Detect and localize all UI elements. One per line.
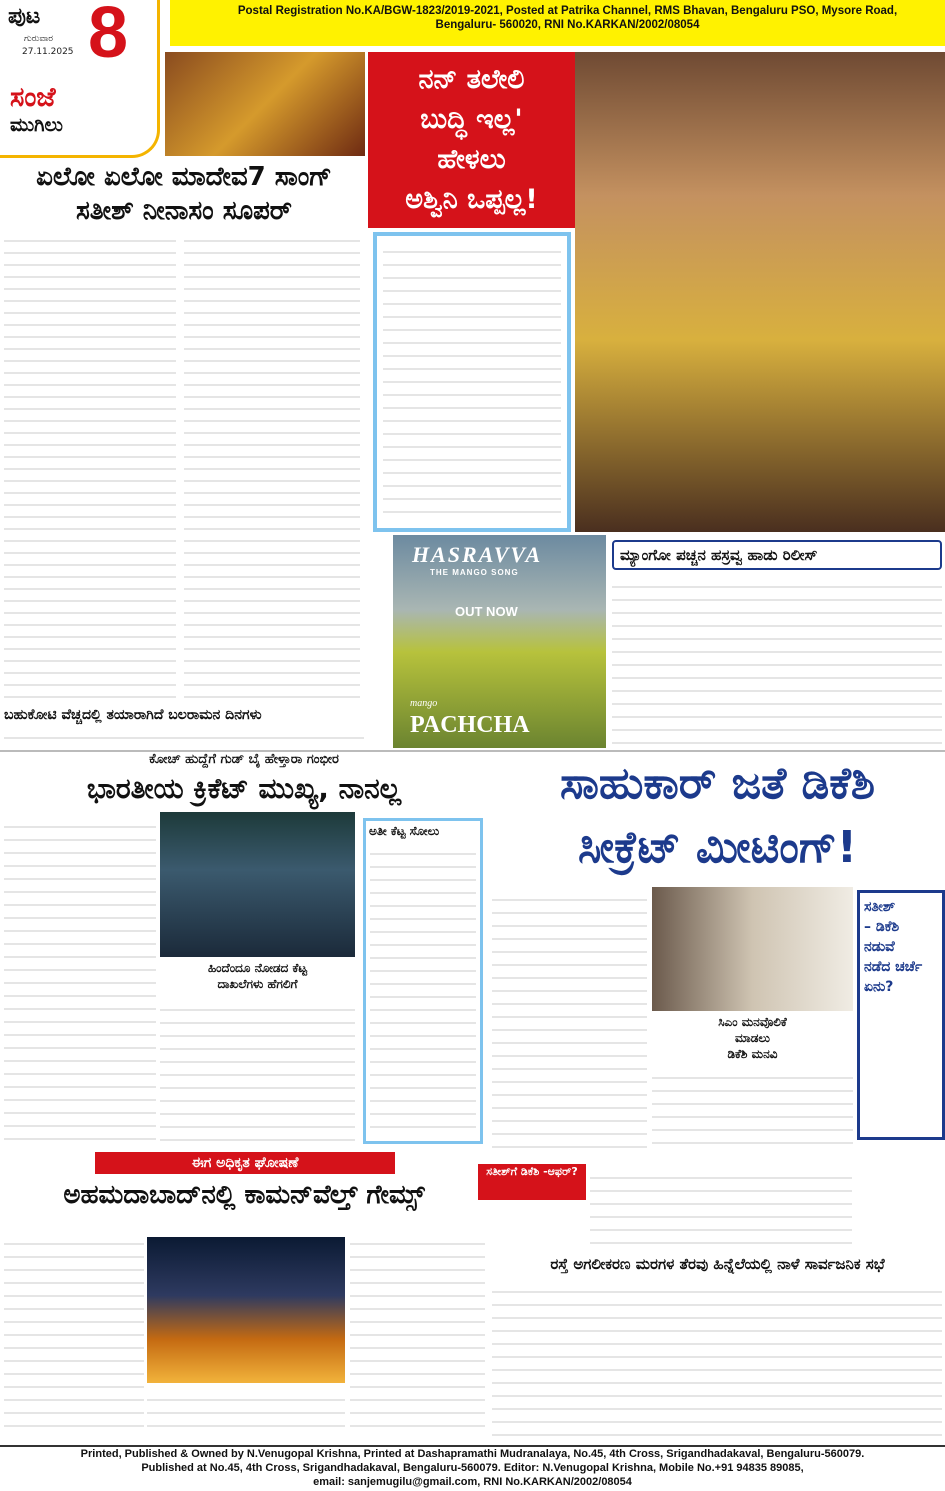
- date: 27.11.2025: [22, 47, 74, 57]
- ashwini-story-box: [373, 232, 571, 532]
- poster-pachcha: PACHCHA: [410, 712, 530, 738]
- ashwini-photo: [575, 52, 945, 532]
- paper-name-1: ಸಂಜೆ: [10, 82, 56, 113]
- cwg-text-2: [147, 1388, 345, 1438]
- poster-title: HASRAVVA: [412, 542, 543, 567]
- red-headline-line2: ಬುದ್ಧಿ ಇಲ್ಲ': [420, 104, 523, 135]
- cricket-kicker: ಕೋಚ್ ಹುದ್ದೆಗೆ ಗುಡ್ ಬೈ ಹೇಳ್ತಾರಾ ಗಂಭೀರ: [149, 752, 339, 767]
- footer-line3: email: sanjemugilu@gmail.com, RNI No.KARKAN/2002/08054: [313, 1476, 632, 1488]
- imprint-footer: [0, 1445, 945, 1491]
- hasravva-headline: ಮ್ಯಾಂಗೋ ಪಚ್ಚನ ಹಸ್ರವ್ವ ಹಾಡು ರಿಲೀಸ್: [612, 540, 942, 570]
- red-headline-line4: ಅಶ್ವಿನಿ ಒಪ್ಪಲ್ಲ!: [405, 184, 538, 215]
- dk-headline-line1: ಸಾಹುಕಾರ್ ಜತೆ ಡಿಕೆಶಿ: [560, 758, 875, 809]
- dk-satish-photo: [652, 887, 853, 1011]
- road-text: [492, 1280, 942, 1438]
- poster-mango: mango: [410, 698, 438, 709]
- story2-text: [4, 727, 364, 747]
- dk-caption-1: ಸಿಎಂ ಮನವೊಲಿಕೆ: [718, 1015, 787, 1029]
- ashwini-headline-box: [368, 52, 575, 228]
- dk-text-2: [652, 1066, 853, 1146]
- cwg-label: ಈಗ ಅಧಿಕೃತ ಘೋಷಣೆ: [95, 1152, 395, 1174]
- footer-line1: Printed, Published & Owned by N.Venugopal Krishna, Printed at Dashapramathi Mudranalaya, No.45, 4th Cross, Srigandhadakaval, Bengaluru-560079.: [80, 1448, 865, 1460]
- postal-registration: [200, 4, 935, 32]
- side-l2: – ಡಿಕೆಶಿ: [864, 919, 900, 935]
- cwg-headline: ಅಹಮದಾಬಾದ್‌ನಲ್ಲಿ ಕಾಮನ್‌ವೆಲ್ತ್ ಗೇಮ್ಸ್: [63, 1180, 425, 1210]
- dk-text-1: [492, 888, 647, 1153]
- story1-column-1: [4, 230, 176, 700]
- cricket-box-title: ಅತೀ ಕೆಟ್ಟ ಸೋಲು: [369, 824, 440, 838]
- road-headline: ರಸ್ತೆ ಅಗಲೀಕರಣ ಮರಗಳ ತೆರವು ಹಿನ್ನೆಲೆಯಲ್ಲಿ ನಾಳೆ ಸಾರ್ವಜನಿಕ ಸಭೆ: [550, 1255, 885, 1273]
- cricket-headline: ಭಾರತೀಯ ಕ್ರಿಕೆಟ್ ಮುಖ್ಯ, ನಾನಲ್ಲ: [86, 772, 402, 805]
- cricket-text-2: [160, 998, 355, 1144]
- registration-line-1: Postal Registration No.KA/BGW-1823/2019-2021, Posted at Patrika Channel, RMS Bhavan, Bengaluru PSO, Mysore Road,: [237, 5, 898, 17]
- gambhir-caption: [160, 960, 355, 992]
- offer-label: ಸತೀಶ್‌ಗೆ ಡಿಕೆಶಿ -ಆಫರ್?: [478, 1164, 586, 1200]
- cricket-box: [363, 818, 483, 1144]
- story1-headline-line2: ಸತೀಶ್ ನೀನಾಸಂ ಸೂಪರ್: [76, 196, 292, 226]
- dk-caption-3: ಡಿಕೆಶಿ ಮನವಿ: [727, 1047, 778, 1061]
- red-headline-line3: ಹೇಳಲು: [437, 144, 506, 175]
- stadium-photo: [147, 1237, 345, 1383]
- page-label: ಪುಟ: [8, 4, 41, 29]
- poster-out-now: OUT NOW: [455, 604, 518, 619]
- side-l4: ನಡೆದ ಚರ್ಚೆ: [864, 959, 923, 975]
- page-number: 8: [88, 0, 129, 73]
- footer-line2: Published at No.45, 4th Cross, Srigandhadakaval, Bengaluru-560079. Editor: N.Venugopal Krishna, Mobile No.+91 94835 89085,: [141, 1462, 804, 1474]
- side-l5: ಏನು?: [864, 979, 894, 995]
- paper-name-2: ಮುಗಿಲು: [10, 114, 63, 136]
- day: ಗುರುವಾರ: [24, 34, 54, 44]
- dk-side-box: [857, 890, 945, 1140]
- movie-still-photo: [165, 52, 365, 156]
- ashwini-story-text: [383, 240, 561, 524]
- cwg-text-3: [350, 1232, 485, 1437]
- side-l1: ಸತೀಶ್: [864, 899, 896, 915]
- red-headline-line1: ನನ್ ತಲೇಲಿ: [418, 64, 525, 95]
- story1-headline-line1: ಏಲೋ ಏಲೋ ಮಾದೇವ7 ಸಾಂಗ್: [36, 162, 332, 192]
- dk-caption: [652, 1014, 853, 1062]
- caption-line1: ಹಿಂದೆಂದೂ ನೋಡದ ಕೆಟ್ಟ: [207, 961, 308, 975]
- registration-line-2: Bengaluru- 560020, RNI No.KARKAN/2002/08054: [435, 19, 700, 31]
- cwg-text-1: [4, 1232, 144, 1437]
- cricket-text-1: [4, 815, 156, 1145]
- story1-column-2: [184, 230, 360, 700]
- gambhir-photo: [160, 812, 355, 957]
- cricket-box-text: [370, 842, 476, 1132]
- dk-caption-2: ಮಾಡಲು: [735, 1031, 770, 1045]
- side-title: [860, 893, 942, 1001]
- caption-line2: ದಾಖಲೆಗಳು ಹೆಗಲಿಗೆ: [217, 977, 298, 991]
- dk-headline: [490, 752, 945, 880]
- story1-headline: [4, 160, 364, 228]
- dk-headline-line2: ಸೀಕ್ರೆಟ್ ಮೀಟಿಂಗ್!: [578, 822, 857, 873]
- hasravva-text: [612, 575, 942, 745]
- story2-title: ಬಹುಕೋಟಿ ವೆಚ್ಚದಲ್ಲಿ ತಯಾರಾಗಿದೆ ಬಲರಾಮನ ದಿನಗಳು: [4, 707, 262, 723]
- offer-text: [590, 1166, 852, 1248]
- poster-subtitle: THE MANGO SONG: [430, 568, 519, 577]
- side-l3: ನಡುವೆ: [864, 939, 895, 955]
